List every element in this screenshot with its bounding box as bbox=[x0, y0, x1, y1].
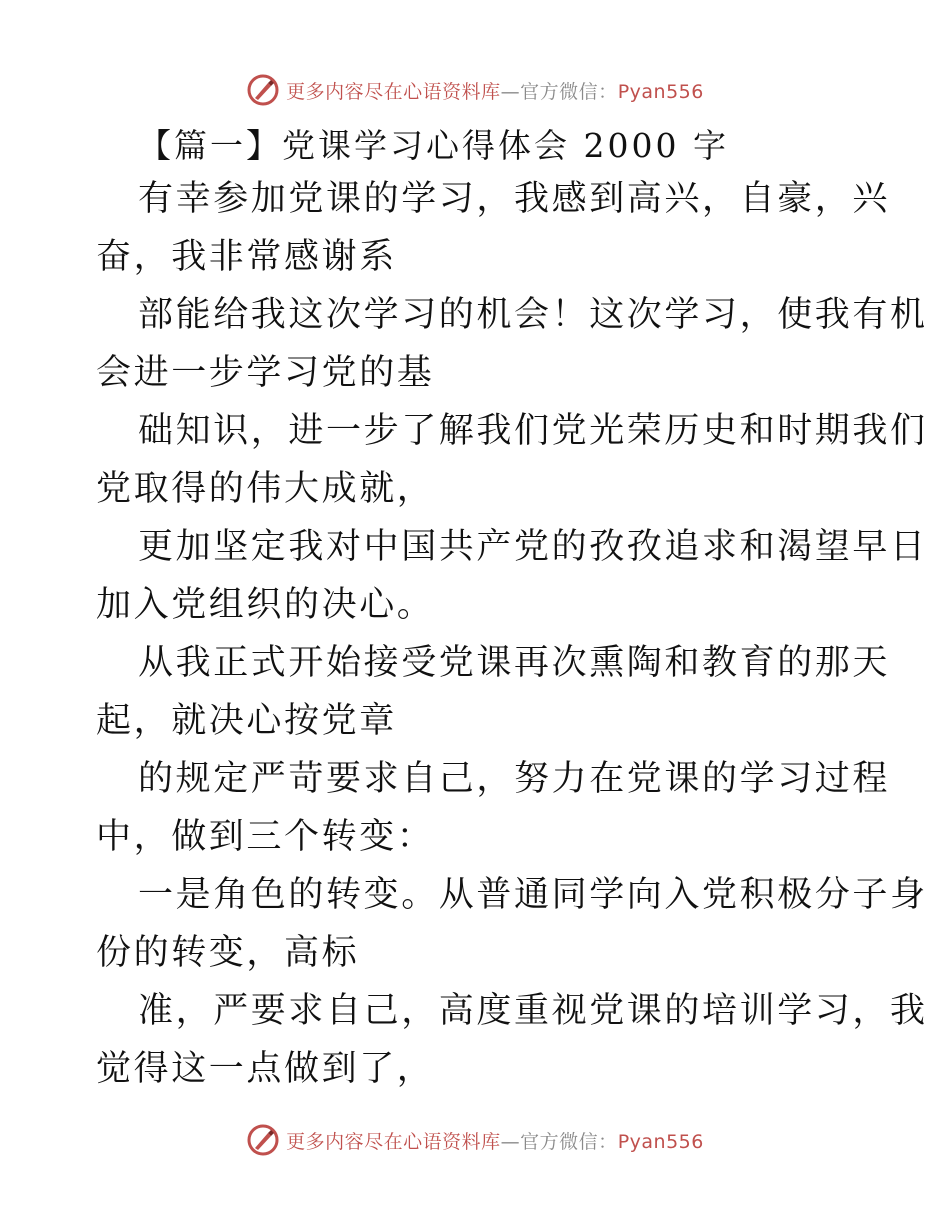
paragraph-3 bbox=[96, 402, 928, 518]
line: 奋，我非常感谢系 bbox=[96, 237, 397, 277]
line: 觉得这一点做到了， bbox=[96, 1049, 435, 1089]
line: 加入党组织的决心。 bbox=[96, 585, 435, 625]
pen-logo-icon bbox=[246, 73, 280, 107]
document-title: 【篇一】党课学习心得体会 2000 字 bbox=[138, 126, 729, 165]
paragraph-7 bbox=[96, 866, 928, 982]
line: 的规定严苛要求自己，努力在党课的学习过程 bbox=[138, 759, 891, 799]
footer-watermark bbox=[0, 1120, 950, 1160]
line: 准，严要求自己，高度重视党课的培训学习，我 bbox=[138, 991, 928, 1031]
paragraph-8 bbox=[96, 982, 928, 1098]
pen-logo-icon bbox=[246, 1123, 280, 1157]
paragraph-1 bbox=[96, 170, 891, 286]
line: 础知识，进一步了解我们党光荣历史和时期我们 bbox=[138, 411, 928, 451]
paragraph-4 bbox=[96, 518, 928, 634]
header-watermark bbox=[0, 70, 950, 110]
paragraph-5 bbox=[96, 634, 891, 750]
line: 份的转变，高标 bbox=[96, 933, 360, 973]
watermark-text: 更多内容尽在心语资料库—官方微信：Pyan556 bbox=[286, 80, 704, 103]
paragraph-2 bbox=[96, 286, 928, 402]
line: 党取得的伟大成就， bbox=[96, 469, 435, 509]
line: 从我正式开始接受党课再次熏陶和教育的那天 bbox=[138, 643, 891, 683]
line: 会进一步学习党的基 bbox=[96, 353, 435, 393]
document-body bbox=[96, 122, 928, 1098]
line: 一是角色的转变。从普通同学向入党积极分子身 bbox=[138, 875, 928, 915]
line: 有幸参加党课的学习，我感到高兴，自豪，兴 bbox=[138, 179, 891, 219]
line: 部能给我这次学习的机会！这次学习，使我有机 bbox=[138, 295, 928, 335]
paragraph-6 bbox=[96, 750, 891, 866]
line: 更加坚定我对中国共产党的孜孜追求和渴望早日 bbox=[138, 527, 928, 567]
line: 中，做到三个转变： bbox=[96, 817, 435, 857]
line: 起，就决心按党章 bbox=[96, 701, 397, 741]
watermark-text: 更多内容尽在心语资料库—官方微信：Pyan556 bbox=[286, 1130, 704, 1153]
